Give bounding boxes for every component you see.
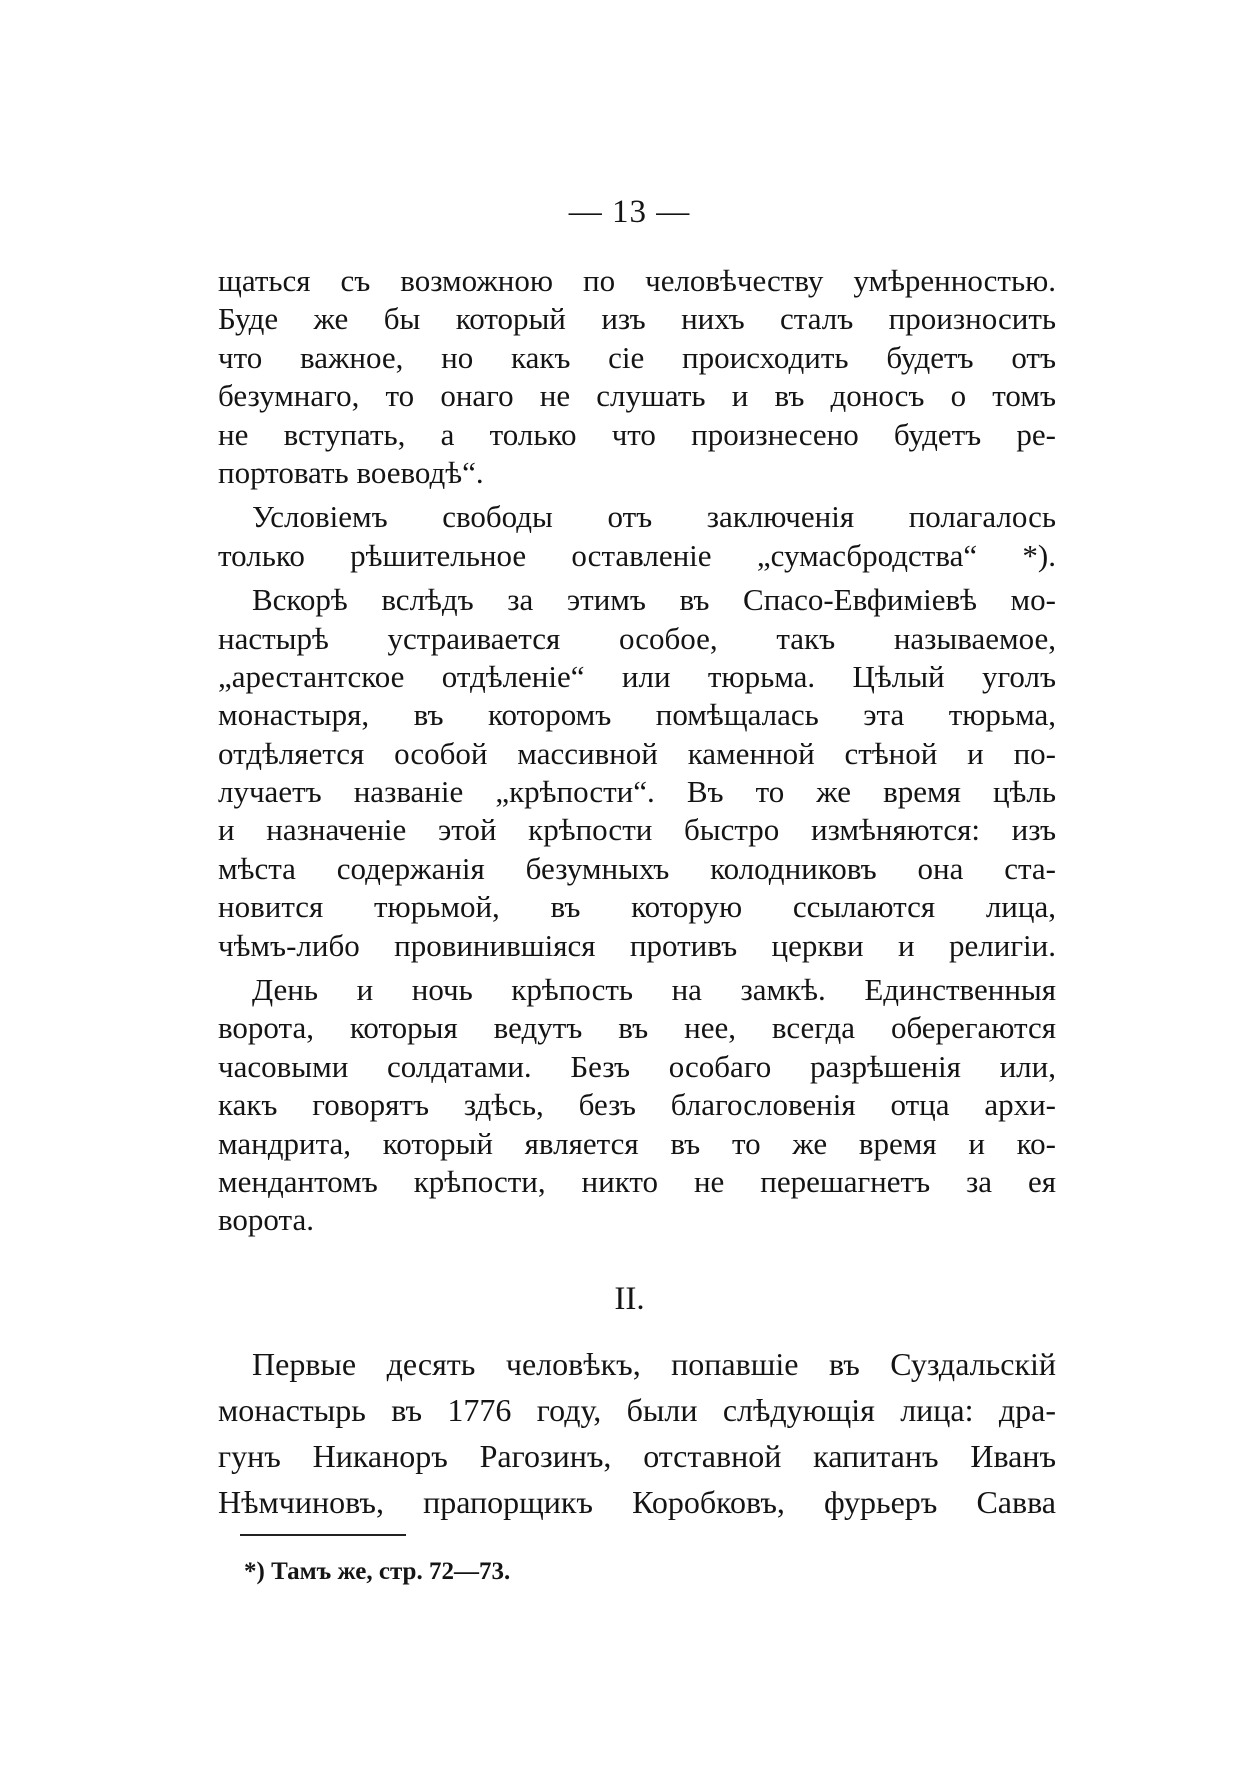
- text-line: только рѣшительное оставленіе „сумасбродства“ *).: [218, 537, 1056, 573]
- text-line: настырѣ устраивается особое, такъ называемое,: [218, 620, 1056, 656]
- text-line: и назначеніе этой крѣпости быстро измѣняются: изъ: [218, 812, 1056, 848]
- text-line: щаться съ возможною по человѣчеству умѣренностью.: [218, 263, 1056, 298]
- text-line: мендантомъ крѣпости, никто не перешагнетъ за ея: [218, 1163, 1056, 1199]
- text-line: ворота, которыя ведутъ въ нее, всегда оберегаются: [218, 1010, 1056, 1046]
- text-line: Первые десять человѣкъ, попавшіе въ Суздальскій: [252, 1346, 1056, 1382]
- text-line: портовать воеводѣ“.: [218, 454, 484, 490]
- main-text: [218, 262, 1056, 1240]
- text-line: Нѣмчиновъ, прапорщикъ Коробковъ, фурьеръ Савва: [218, 1484, 1056, 1520]
- text-line: мѣста содержанія безумныхъ колодниковъ она ста-: [218, 850, 1056, 886]
- text-line: безумнаго, то онаго не слушать и въ доносъ о томъ: [218, 378, 1056, 414]
- text-line: отдѣляется особой массивной каменной стѣной и по-: [218, 735, 1056, 771]
- text-line: какъ говорятъ здѣсь, безъ благословенія отца архи-: [218, 1087, 1056, 1123]
- text-line: „арестантское отдѣленіе“ или тюрьма. Цѣлый уголъ: [218, 658, 1056, 694]
- text-line: мандрита, который является въ то же время и ко-: [218, 1125, 1056, 1161]
- text-line: лучаетъ названіе „крѣпости“. Въ то же время цѣль: [218, 774, 1056, 810]
- text-line: Условіемъ свободы отъ заключенія полагалось: [252, 499, 1056, 535]
- text-line: часовыми солдатами. Безъ особаго разрѣшенія или,: [218, 1048, 1056, 1084]
- text-line: новится тюрьмой, въ которую ссылаются лица,: [218, 889, 1056, 925]
- page-number: — 13 —: [568, 194, 691, 230]
- text-line: монастыря, въ которомъ помѣщалась эта тюрьма,: [218, 697, 1056, 733]
- text-line: День и ночь крѣпость на замкѣ. Единственныя: [252, 972, 1056, 1008]
- paragraph: [218, 971, 1056, 1240]
- text-line: гунъ Никаноръ Рагозинъ, отставной капитанъ Иванъ: [218, 1438, 1056, 1474]
- paragraph: [218, 498, 1056, 575]
- text-line: монастырь въ 1776 году, были слѣдующія лица: дра-: [218, 1392, 1056, 1428]
- text-line: чѣмъ-либо провинившіяся противъ церкви и религіи.: [218, 927, 1056, 963]
- section-heading: II.: [614, 1281, 645, 1317]
- text-line: Буде же бы который изъ нихъ сталъ произносить: [218, 301, 1056, 337]
- text-line: Вскорѣ вслѣдъ за этимъ въ Спасо-Евфиміевѣ мо-: [252, 582, 1056, 618]
- text-line: ворота.: [218, 1202, 314, 1238]
- text-line: не вступать, а только что произнесено будетъ ре-: [218, 416, 1056, 452]
- footnote: *) Тамъ же, стр. 72—73.: [244, 1558, 511, 1585]
- paragraph: [218, 262, 1056, 492]
- footnote-divider: [240, 1534, 406, 1536]
- section-paragraph: [218, 1341, 1056, 1525]
- text-line: что важное, но какъ сіе происходить будетъ отъ: [218, 339, 1056, 375]
- paragraph: [218, 581, 1056, 965]
